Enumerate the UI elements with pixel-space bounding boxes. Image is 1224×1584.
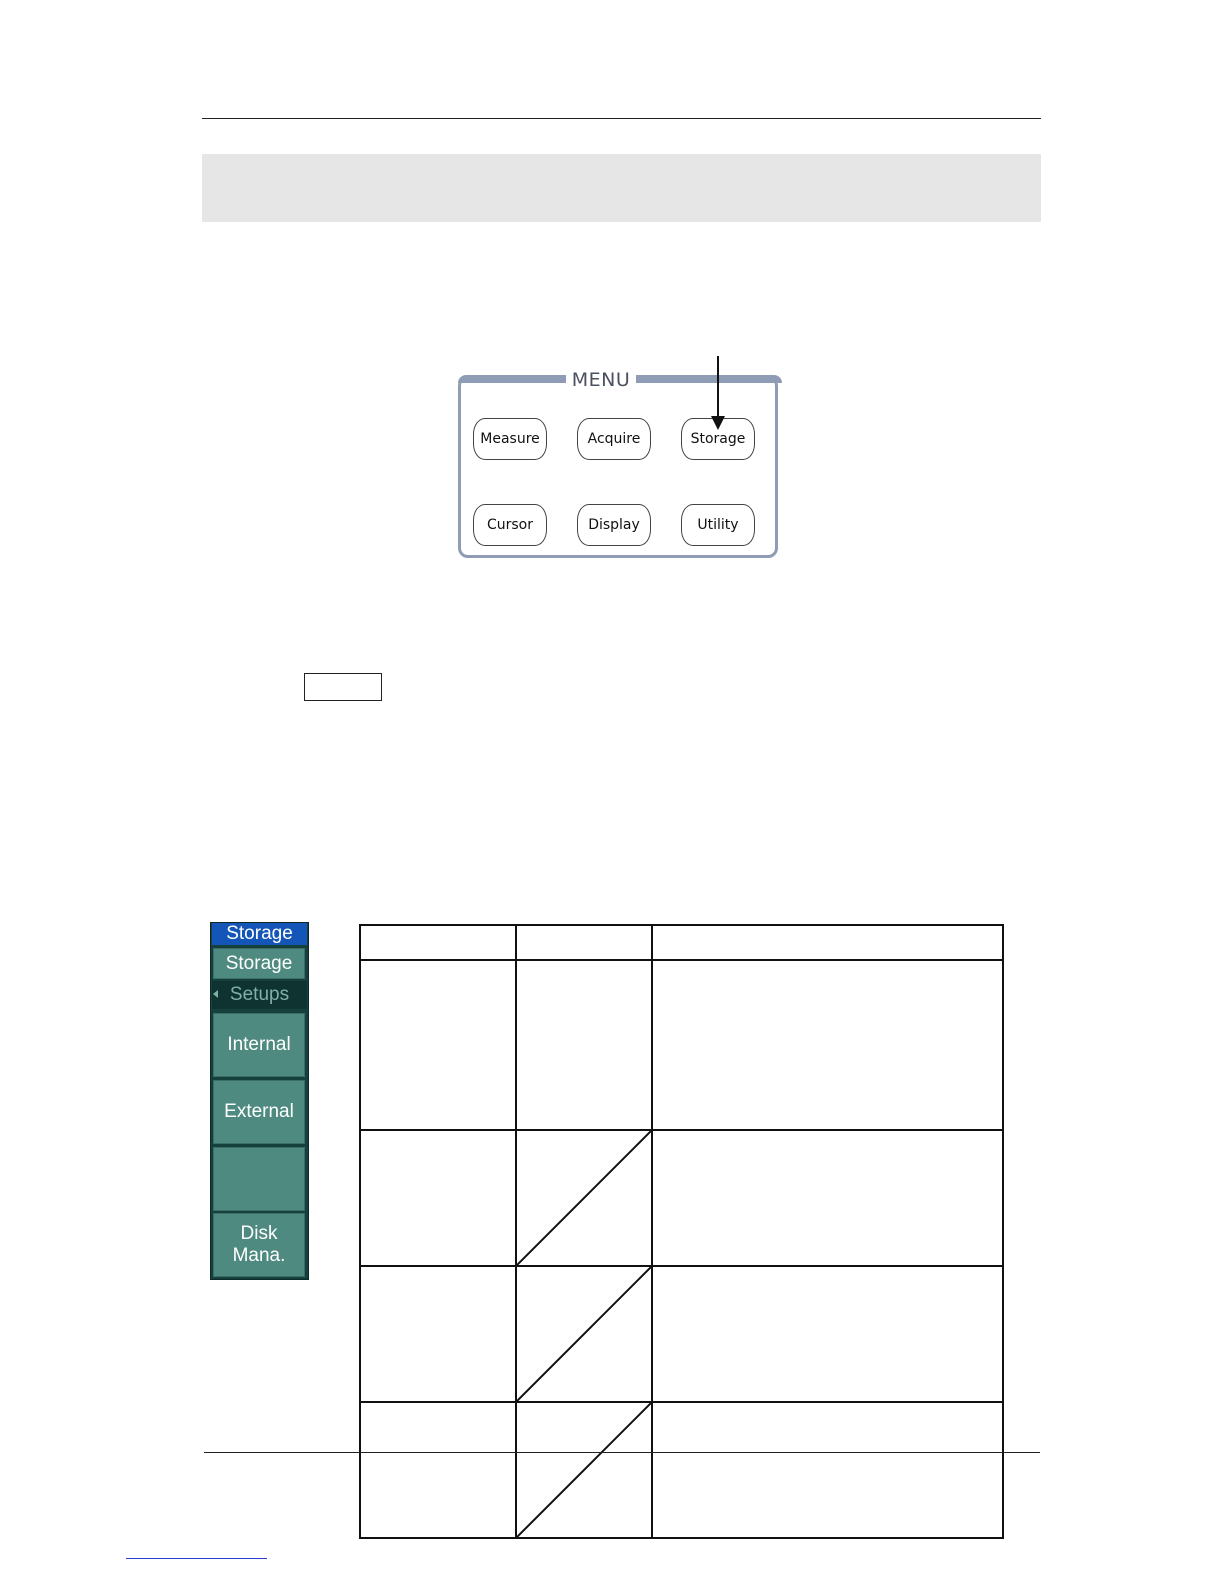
table-cell-slashed [516, 1130, 652, 1266]
blank-softkey-button[interactable] [213, 1147, 305, 1211]
external-button[interactable]: External [213, 1080, 305, 1144]
storage-setups-value: Setups [212, 981, 307, 1009]
table-row [360, 1266, 1003, 1402]
table-cell [652, 960, 1003, 1130]
table-cell [652, 1402, 1003, 1538]
utility-key[interactable]: Utility [681, 504, 755, 546]
table-cell [652, 1130, 1003, 1266]
internal-button[interactable]: Internal [213, 1013, 305, 1077]
table-row [360, 1402, 1003, 1538]
storage-key[interactable]: Storage [681, 418, 755, 460]
table-cell [360, 960, 516, 1130]
table-cell [360, 1402, 516, 1538]
scope-menu-title: Storage [212, 923, 307, 945]
table-cell-slashed [516, 1402, 652, 1538]
bottom-rule [204, 1452, 1040, 1453]
menu-title: MENU [566, 366, 636, 394]
disk-manage-button[interactable]: Disk Mana. [213, 1213, 305, 1277]
arrow-down-icon [711, 416, 725, 430]
heading-band [202, 154, 1041, 222]
table-cell [652, 925, 1003, 960]
table-cell [652, 1266, 1003, 1402]
display-key[interactable]: Display [577, 504, 651, 546]
table-cell-slashed [516, 1266, 652, 1402]
cursor-key[interactable]: Cursor [473, 504, 547, 546]
measure-key[interactable]: Measure [473, 418, 547, 460]
table-header-row [360, 925, 1003, 960]
storage-setups-button[interactable]: Storage [213, 948, 305, 979]
parameter-table [359, 924, 1002, 1337]
top-rule [202, 118, 1041, 119]
table-cell [360, 1266, 516, 1402]
table-row [360, 960, 1003, 1130]
footer-link[interactable] [126, 1558, 267, 1559]
table-cell [360, 1130, 516, 1266]
table-cell [516, 960, 652, 1130]
table-row [360, 1130, 1003, 1266]
table-cell [360, 925, 516, 960]
inline-key-box [304, 673, 382, 701]
caret-left-icon [213, 990, 218, 998]
acquire-key[interactable]: Acquire [577, 418, 651, 460]
table-cell [516, 925, 652, 960]
pointer-arrow-line [717, 356, 719, 418]
